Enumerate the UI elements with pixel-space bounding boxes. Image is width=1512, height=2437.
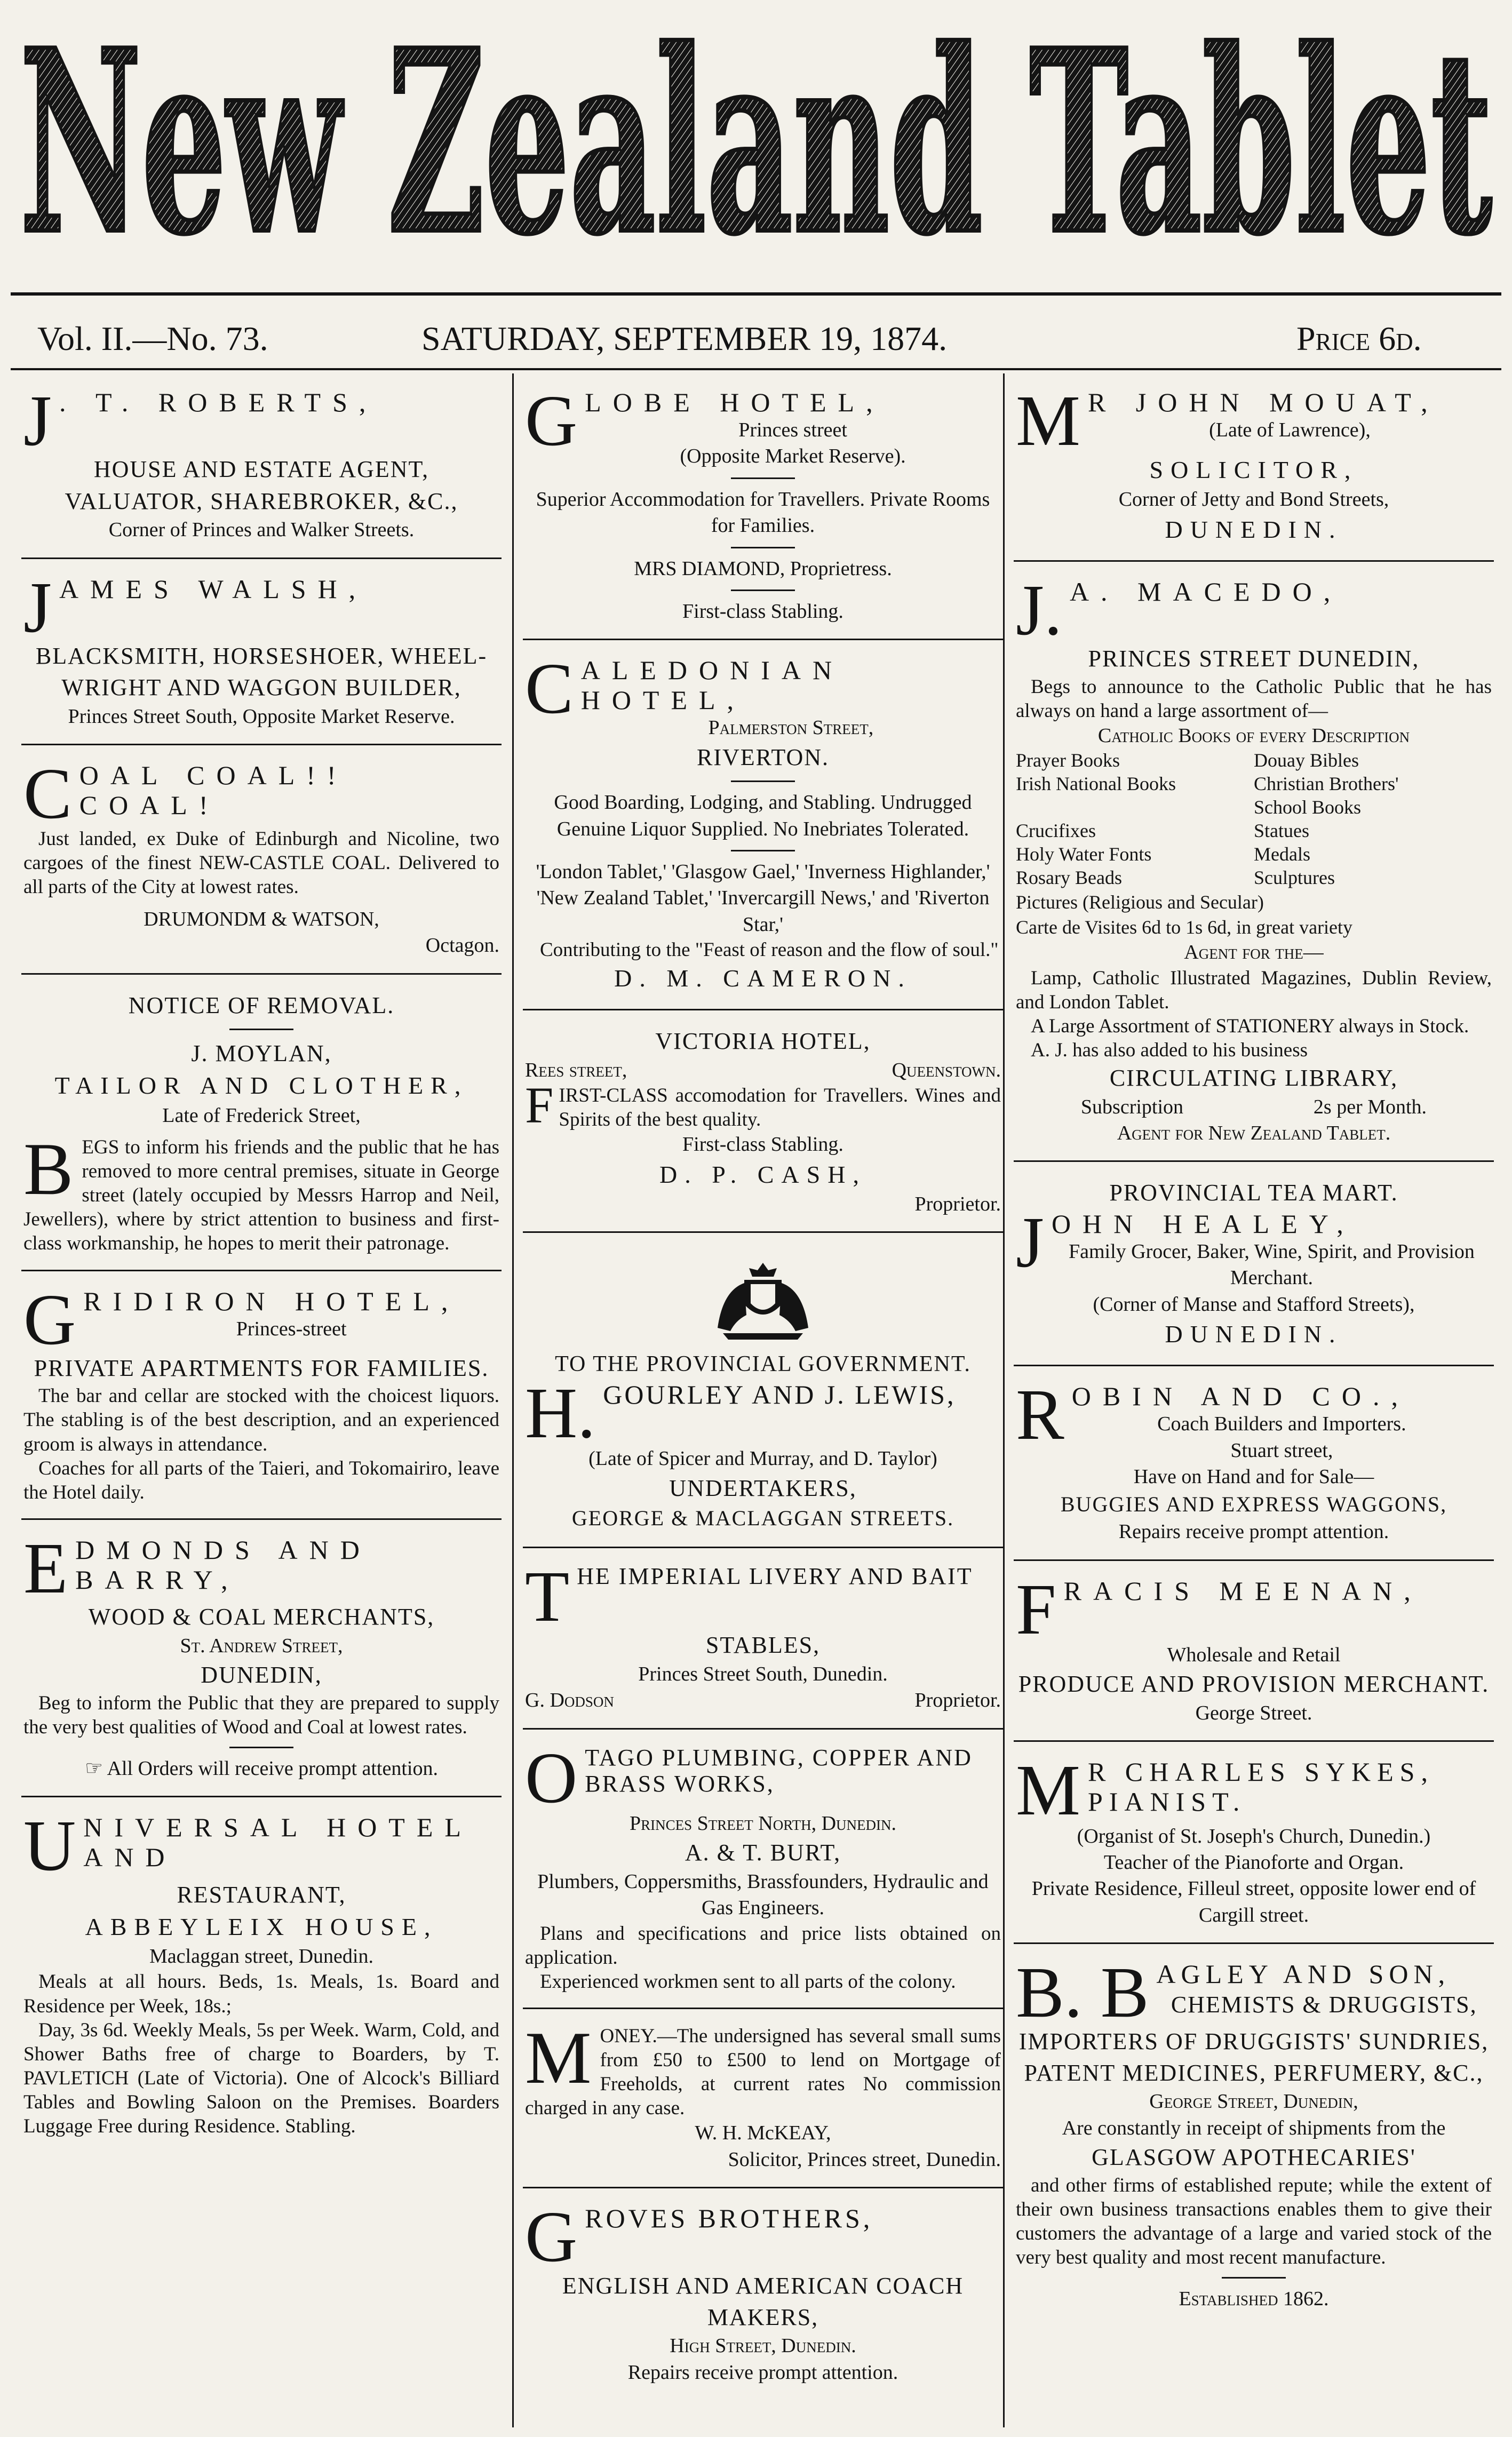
drop-cap: R: [1016, 1378, 1064, 1455]
ad-body: Experienced workmen sent to all parts of the colony.: [540, 1970, 956, 1993]
ad-line: Pictures (Religious and Secular): [1016, 891, 1264, 913]
drop-cap: O: [525, 1741, 578, 1818]
list-item: Crucifixes: [1016, 820, 1096, 842]
ad-gridiron: [21, 1283, 502, 1520]
ad-meenan: [1014, 1573, 1494, 1742]
ad-heading: GOURLEY AND J. LEWIS,: [603, 1379, 956, 1409]
ad-healey: [1014, 1174, 1494, 1366]
ad-line: Corner of Princes and Walker Streets.: [108, 519, 415, 541]
drop-cap: M: [1016, 384, 1080, 461]
ad-imperial: [523, 1560, 1003, 1730]
ad-mouat: [1014, 384, 1494, 562]
ad-line: GEORGE & MACLAGGAN STREETS.: [571, 1506, 954, 1531]
ad-line: Subscription: [1080, 1095, 1184, 1118]
ad-globe: [523, 384, 1003, 640]
ad-body: Family Grocer, Baker, Wine, Spirit, and Provision Merchant.: [1068, 1240, 1475, 1289]
drop-cap: F: [1016, 1572, 1056, 1650]
ad-line: PRINCES STREET DUNEDIN,: [1088, 646, 1420, 672]
ad-line: WRIGHT AND WAGGON BUILDER,: [61, 674, 461, 701]
ad-body: Just landed, ex Duke of Edinburgh and Nicoline, two cargoes of the finest NEW-CASTLE COAL. Delivered to all parts of the City at lowest rates.: [23, 827, 499, 898]
ad-body: A. J. has also added to his business: [1031, 1039, 1308, 1062]
ad-line: 2s per Month.: [1313, 1095, 1427, 1118]
drop-cap: J: [23, 384, 52, 461]
ad-heading: DMONDS AND BARRY,: [75, 1534, 371, 1595]
royal-crest-icon: [702, 1253, 824, 1344]
ad-line: St. Andrew Street,: [180, 1634, 343, 1657]
ad-heading: OAL COAL!! COAL!: [79, 760, 348, 821]
list-item: Sculptures: [1254, 866, 1335, 888]
short-rule: [229, 1747, 293, 1748]
ad-line: CIRCULATING LIBRARY,: [1109, 1065, 1398, 1092]
ad-line: A. & T. BURT,: [685, 1839, 841, 1866]
ad-line: George Street.: [1195, 1701, 1312, 1724]
ad-body: A Large Assortment of STATIONERY always in Stock.: [1031, 1015, 1469, 1038]
list-item: Douay Bibles: [1254, 750, 1359, 771]
ad-line: G. Dodson: [525, 1689, 614, 1712]
ad-line: HOUSE AND ESTATE AGENT,: [93, 456, 429, 483]
ad-line: UNDERTAKERS,: [669, 1475, 857, 1501]
ad-line: Agent for the—: [1184, 941, 1324, 964]
ad-note: First-class Stabling.: [682, 600, 843, 623]
ad-line: Corner of Jetty and Bond Streets,: [1118, 488, 1389, 511]
ad-heading: OHN HEALEY,: [1051, 1208, 1355, 1239]
list-item: Prayer Books: [1016, 750, 1120, 771]
ad-line: Princes Street North, Dunedin.: [629, 1812, 896, 1835]
ad-body: Begs to announce to the Catholic Public that he has always on hand a large assortment of—: [1016, 675, 1492, 722]
ad-heading: VICTORIA HOTEL,: [655, 1028, 871, 1055]
ad-line: RESTAURANT,: [177, 1881, 346, 1908]
ad-proprietor: Proprietor.: [914, 1192, 1001, 1215]
ad-line: Stuart street,: [1230, 1439, 1333, 1462]
ad-heading: RACIS MEENAN,: [1063, 1575, 1422, 1606]
ad-line: Plumbers, Coppersmiths, Brassfounders, Hydraulic and Gas Engineers.: [537, 1870, 989, 1920]
drop-cap: C: [525, 652, 574, 729]
ad-heading: HE IMPERIAL LIVERY AND BAIT: [577, 1563, 973, 1590]
ad-line: IMPORTERS OF DRUGGISTS' SUNDRIES, PATENT MEDICINES, PERFUMERY, &C.,: [1018, 2028, 1489, 2086]
ad-line: Proprietor.: [914, 1689, 1001, 1712]
ad-heading: NIVERSAL HOTEL AND: [83, 1812, 472, 1873]
ad-universal: [21, 1809, 502, 2152]
ad-body: Contributing to the "Feast of reason and the flow of soul.": [540, 939, 999, 961]
ad-line: (Corner of Manse and Stafford Streets),: [1093, 1293, 1415, 1316]
ad-roberts: [21, 384, 502, 559]
drop-cap: J: [1016, 1202, 1044, 1283]
ad-note: Repairs receive prompt attention.: [1118, 1520, 1389, 1543]
ad-heading: R CHARLES SYKES, PIANIST.: [1087, 1757, 1434, 1817]
ad-line: Palmerston Street,: [708, 716, 874, 739]
ad-heading: A. MACEDO,: [1069, 576, 1342, 607]
ad-line: BLACKSMITH, HORSESHOER, WHEEL-: [35, 642, 488, 669]
ad-line: High Street, Dunedin.: [670, 2335, 856, 2358]
ad-line: ENGLISH AND AMERICAN COACH MAKERS,: [562, 2272, 964, 2331]
ad-line: Rees street,: [525, 1058, 627, 1081]
ad-line: CHEMISTS & DRUGGISTS,: [1171, 1992, 1477, 2018]
ad-body: Meals at all hours. Beds, 1s. Meals, 1s. Board and Residence per Week, 18s.;: [23, 1971, 499, 2017]
ad-body: ONEY.—The undersigned has several small sums from £50 to £500 to lend on Mortgage of Freeholds, at current rates No commission charged in any case.: [525, 2025, 1001, 2120]
list-item: Statues: [1254, 820, 1309, 842]
masthead-blackletter-title: [11, 6, 1501, 284]
ad-edmonds: [21, 1532, 502, 1797]
list-item: Irish National Books: [1016, 773, 1176, 795]
ad-line: Carte de Visites 6d to 1s 6d, in great variety: [1016, 916, 1353, 938]
drop-cap: C: [23, 757, 72, 834]
ad-signature: D. M. CAMERON.: [614, 965, 912, 992]
drop-cap: J: [23, 570, 52, 648]
ad-line: Princes Street South, Dunedin.: [638, 1662, 888, 1685]
column-2: [523, 384, 1003, 2422]
ad-line: Catholic Books of every Description: [1097, 724, 1410, 747]
ad-signature: D. P. CASH,: [659, 1160, 866, 1188]
ad-line: Private Residence, Filleul street, opposite lower end of Cargill street.: [1031, 1877, 1476, 1926]
ad-note: Repairs receive prompt attention.: [627, 2361, 898, 2384]
ad-line: Queenstown.: [892, 1058, 1001, 1081]
ad-line: BUGGIES AND EXPRESS WAGGONS,: [1060, 1492, 1447, 1517]
masthead: [11, 6, 1501, 284]
issue-volume: Vol. II.—No. 73.: [37, 320, 268, 357]
ad-line: WOOD & COAL MERCHANTS,: [88, 1604, 435, 1630]
ad-title: PROVINCIAL TEA MART.: [1109, 1180, 1398, 1206]
drop-cap: G: [525, 2200, 578, 2277]
ad-heading: OBIN AND CO.,: [1071, 1381, 1410, 1412]
drop-cap: H.: [525, 1373, 596, 1453]
drop-cap: E: [23, 1531, 68, 1608]
ad-body: The bar and cellar are stocked with the choicest liquors. The stabling is of the best description, and an experienced groom is always in attendance.: [23, 1385, 499, 1455]
ad-body: Day, 3s 6d. Weekly Meals, 5s per Week. Warm, Cold, and Shower Baths free of charge to Boarders, by T. PAVLETICH (Late of Victoria). One of Alcock's Billiard Tables and Bowling Saloon on the Premises. Boarders Luggage Free during Residence. Stabling.: [23, 2019, 499, 2138]
ad-macedo: [1014, 574, 1494, 1162]
ad-caledonian: [523, 652, 1003, 1010]
column-1: [21, 384, 502, 2422]
ad-line: DUNEDIN.: [1165, 1320, 1343, 1348]
drop-cap: J.: [1016, 573, 1062, 650]
drop-cap: G: [525, 384, 578, 461]
drop-cap: B. B: [1016, 1956, 1149, 2033]
ad-line: (Organist of St. Joseph's Church, Dunedin.): [1077, 1825, 1431, 1847]
ad-title: NOTICE OF REMOVAL.: [128, 992, 395, 1018]
ad-line: SOLICITOR,: [1149, 456, 1358, 484]
ad-coal: [21, 757, 502, 975]
ad-heading: AMES WALSH,: [59, 574, 368, 604]
list-item: School Books: [1254, 797, 1362, 818]
drop-cap: U: [23, 1809, 76, 1886]
ad-heading: . T. ROBERTS,: [59, 387, 378, 417]
item-list: [1016, 749, 1492, 889]
ad-body: Beg to inform the Public that they are prepared to supply the very best qualities of Wood and Coal at lowest rates.: [23, 1692, 499, 1738]
ad-line: (Late of Lawrence),: [1209, 419, 1371, 441]
ad-place: Octagon.: [425, 934, 499, 957]
ad-signature: W. H. McKEAY,: [695, 2122, 831, 2145]
ad-line: Teacher of the Pianoforte and Organ.: [1103, 1851, 1404, 1874]
ad-line: DUNEDIN.: [1165, 515, 1343, 543]
ad-line: DUNEDIN,: [201, 1662, 322, 1689]
ad-sykes: [1014, 1754, 1494, 1944]
issue-rule: [11, 368, 1501, 370]
short-rule: [731, 781, 795, 782]
ad-line: (Late of Spicer and Murray, and D. Taylor): [588, 1447, 937, 1470]
drop-cap: M: [1016, 1754, 1080, 1831]
ad-robin: [1014, 1378, 1494, 1561]
ad-body: IRST-CLASS accomodation for Travellers. Wines and Spirits of the best quality.: [559, 1085, 1001, 1131]
item-list-left: [1016, 749, 1254, 889]
ad-line: Agent for New Zealand Tablet.: [1117, 1122, 1391, 1145]
ad-line: George Street, Dunedin,: [1149, 2090, 1358, 2113]
ad-provincial-government: [523, 1245, 1003, 1548]
drop-cap: G: [23, 1283, 76, 1360]
ad-bagley: [1014, 1956, 1494, 2326]
ad-line: (Opposite Market Reserve).: [680, 445, 906, 468]
ad-place: Solicitor, Princes street, Dunedin.: [728, 2148, 1001, 2171]
ad-signature: DRUMONDM & WATSON,: [144, 907, 379, 930]
list-item: Medals: [1254, 843, 1310, 865]
ad-groves: [523, 2200, 1003, 2400]
ad-otago-plumbing: [523, 1741, 1003, 2009]
ad-line: Late of Frederick Street,: [162, 1104, 361, 1127]
ad-body: Are constantly in receipt of shipments from the: [1062, 2116, 1446, 2139]
short-rule: [731, 850, 795, 851]
ad-walsh: [21, 571, 502, 746]
ad-line: Established 1862.: [1179, 2288, 1329, 2311]
item-list-right: [1254, 749, 1492, 889]
ad-body: Lamp, Catholic Illustrated Magazines, Dublin Review, and London Tablet.: [1016, 967, 1492, 1013]
column-rule-2: [1003, 373, 1005, 2427]
ad-victoria: [523, 1022, 1003, 1233]
ad-line: TAILOR AND CLOTHER,: [54, 1072, 468, 1100]
ad-line: RIVERTON.: [697, 744, 829, 770]
ad-body: Coaches for all parts of the Taieri, and Tokomairiro, leave the Hotel daily.: [23, 1457, 499, 1503]
ad-heading: RIDIRON HOTEL,: [83, 1286, 460, 1316]
drop-cap: M: [525, 2020, 592, 2099]
ad-line: Coach Builders and Importers.: [1157, 1413, 1406, 1436]
ad-line: Princes-street: [236, 1317, 347, 1340]
ad-money: [523, 2021, 1003, 2188]
ad-heading: TAGO PLUMBING, COPPER AND BRASS WORKS,: [585, 1744, 973, 1797]
ad-line: Have on Hand and for Sale—: [1133, 1465, 1374, 1488]
ad-heading: ROVES BROTHERS,: [585, 2203, 873, 2234]
column-3: [1014, 384, 1494, 2422]
drop-cap: F: [525, 1077, 554, 1134]
ad-removal: [21, 986, 502, 1271]
short-rule: [1222, 2277, 1286, 2279]
ad-line: Wholesale and Retail: [1167, 1644, 1341, 1667]
ad-line: PRIVATE APARTMENTS FOR FAMILIES.: [34, 1355, 489, 1381]
ad-proprietor: MRS DIAMOND, Proprietress.: [634, 557, 892, 580]
list-item: Holy Water Fonts: [1016, 843, 1152, 865]
ad-line: VALUATOR, SHAREBROKER, &C.,: [65, 488, 458, 514]
drop-cap: B: [23, 1127, 74, 1210]
drop-cap: T: [525, 1560, 570, 1637]
ad-heading: AGLEY AND SON,: [1156, 1959, 1451, 1989]
column-rule-1: [512, 373, 514, 2427]
ad-title: TO THE PROVINCIAL GOVERNMENT.: [555, 1352, 971, 1377]
ad-heading: LOBE HOTEL,: [585, 387, 885, 417]
pointing-hand-icon: ☞: [85, 1757, 107, 1780]
ad-line: PRODUCE AND PROVISION MERCHANT.: [1018, 1671, 1490, 1698]
list-item: Rosary Beads: [1016, 866, 1122, 888]
ad-heading: R JOHN MOUAT,: [1087, 387, 1439, 417]
ad-line: Maclaggan street, Dunedin.: [149, 1945, 373, 1968]
ad-note: First-class Stabling.: [682, 1133, 843, 1156]
ad-line: ABBEYLEIX HOUSE,: [85, 1913, 438, 1940]
issue-date: SATURDAY, SEPTEMBER 19, 1874.: [421, 320, 948, 357]
short-rule: [229, 1029, 293, 1030]
short-rule: [731, 477, 795, 479]
issue-price: Price 6d.: [1296, 320, 1422, 357]
short-rule: [731, 590, 795, 591]
ad-line: Princes Street South, Opposite Market Reserve.: [68, 705, 455, 728]
ad-line: STABLES,: [705, 1632, 821, 1659]
ad-heading: ALEDONIAN HOTEL,: [580, 655, 844, 715]
ad-note: All Orders will receive prompt attention.: [107, 1757, 438, 1780]
ad-line: Princes street: [738, 419, 847, 441]
ad-body: Good Boarding, Lodging, and Stabling. Undrugged Genuine Liquor Supplied. No Inebriates Tolerated.: [554, 791, 972, 840]
short-rule: [731, 547, 795, 548]
ad-body: and other firms of established repute; while the extent of their own business transactions enables them to give their customers the advantage of a large and varied stock of the very best quality and most recent manufacture.: [1016, 2174, 1492, 2268]
ad-body: 'London Tablet,' 'Glasgow Gael,' 'Inverness Highlander,' 'New Zealand Tablet,' 'Invercargill News,' and 'Riverton Star,': [536, 860, 990, 936]
masthead-rule: [11, 292, 1501, 296]
ad-line: GLASGOW APOTHECARIES': [1092, 2144, 1416, 2171]
ad-body: EGS to inform his friends and the public that he has removed to more central premises, situate in George street (lately occupied by Messrs Harrop and Neil, Jewellers), where by strict attention to business and first-class workmanship, he hopes to merit their patronage.: [23, 1136, 499, 1255]
ad-line: J. MOYLAN,: [191, 1040, 332, 1067]
list-item: Christian Brothers': [1254, 773, 1399, 795]
ad-body: Superior Accommodation for Travellers. Private Rooms for Families.: [536, 488, 990, 537]
masthead-title-text: New Zealand Tablet: [20, 6, 1493, 284]
list-item: [1016, 796, 1254, 819]
ad-body: Plans and specifications and price lists obtained on application.: [525, 1922, 1001, 1969]
